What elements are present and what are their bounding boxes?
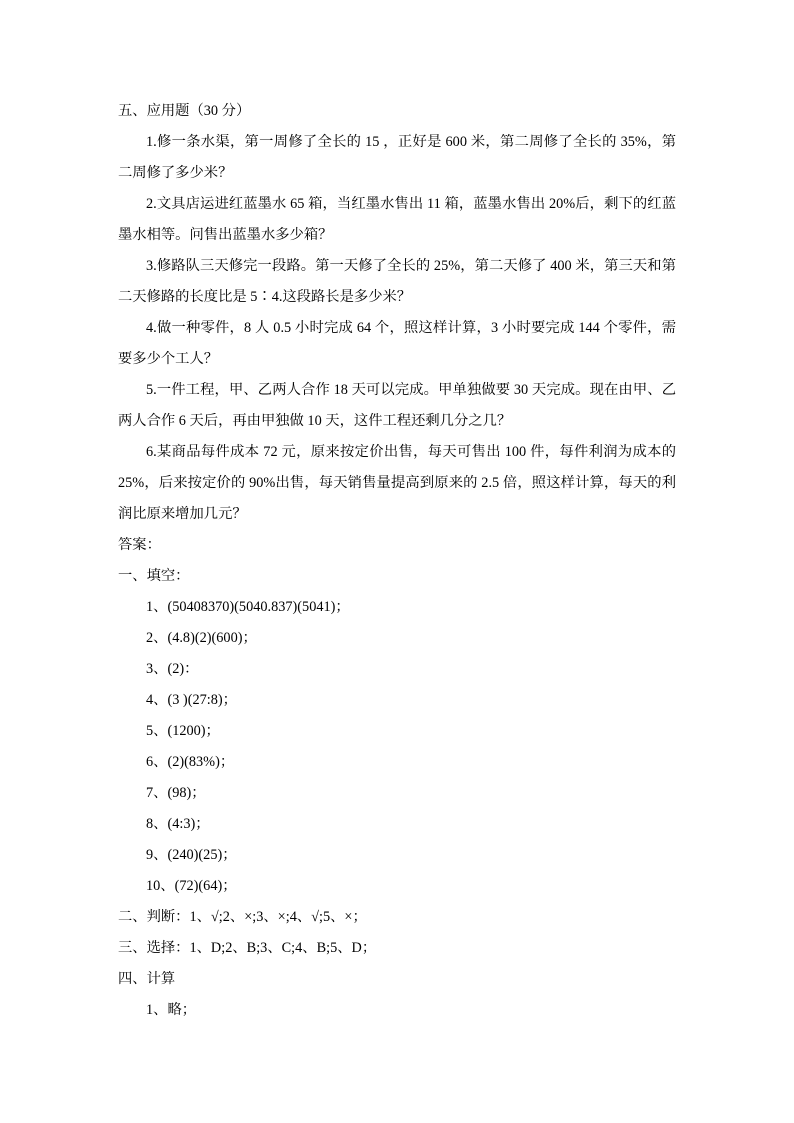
section-heading-applied-problems: 五、应用题（30 分） xyxy=(118,103,251,119)
answer-item-2: 2、(4.8)(2)(600)； xyxy=(146,630,257,646)
answers-heading: 答案： xyxy=(118,537,161,553)
answers-section-calculation: 四、计算 xyxy=(118,971,176,987)
problem-item-6: 6.某商品每件成本 72 元，原来按定价出售，每天可售出 100 件，每件利润为成本的 25%，后来按定价的 90%出售，每天销售量提高到原来的 2.5 倍，照这样计算，每天的利润比原来增加几元？ xyxy=(118,444,676,522)
answers-section-multiple-choice: 三、选择：1、D;2、B;3、C;4、B;5、D； xyxy=(118,940,377,956)
answer-item-4: 4、(3 )(27:8)； xyxy=(146,692,237,708)
problem-item-2: 2.文具店运进红蓝墨水 65 箱，当红墨水售出 11 箱，蓝墨水售出 20%后，剩下的红蓝墨水相等。问售出蓝墨水多少箱？ xyxy=(118,196,676,243)
answers-section-true-false: 二、判断：1、√;2、×;3、×;4、√;5、×； xyxy=(118,909,367,925)
answer-item-5: 5、(1200)； xyxy=(146,723,220,739)
problem-item-1: 1.修一条水渠，第一周修了全长的 15 ，正好是 600 米，第二周修了全长的 35%，第二周修了多少米？ xyxy=(118,134,676,181)
answer-item-7: 7、(98)； xyxy=(146,785,206,801)
problem-item-3: 3.修路队三天修完一段路。第一天修了全长的 25%，第二天修了 400 米，第三天和第二天修路的长度比是 5∶4.这段路长是多少米？ xyxy=(118,258,676,305)
problem-item-5: 5.一件工程，甲、乙两人合作 18 天可以完成。甲单独做要 30 天完成。现在由甲、乙两人合作 6 天后，再由甲独做 10 天，这件工程还剩几分之几？ xyxy=(118,382,676,429)
answer-item-calc-1: 1、略； xyxy=(146,1002,197,1018)
answer-item-1: 1、(50408370)(5040.837)(5041)； xyxy=(146,599,350,615)
answer-item-9: 9、(240)(25)； xyxy=(146,847,237,863)
problem-item-4: 4.做一种零件，8 人 0.5 小时完成 64 个，照这样计算，3 小时要完成 144 个零件，需要多少个工人？ xyxy=(118,320,676,367)
answer-item-8: 8、(4:3)； xyxy=(146,816,210,832)
answer-item-10: 10、(72)(64)； xyxy=(146,878,237,894)
answer-item-3: 3、(2)： xyxy=(146,661,199,677)
answer-item-6: 6、(2)(83%)； xyxy=(146,754,235,770)
answers-section-fill-in: 一、填空： xyxy=(118,568,190,584)
document-body xyxy=(118,96,676,1026)
